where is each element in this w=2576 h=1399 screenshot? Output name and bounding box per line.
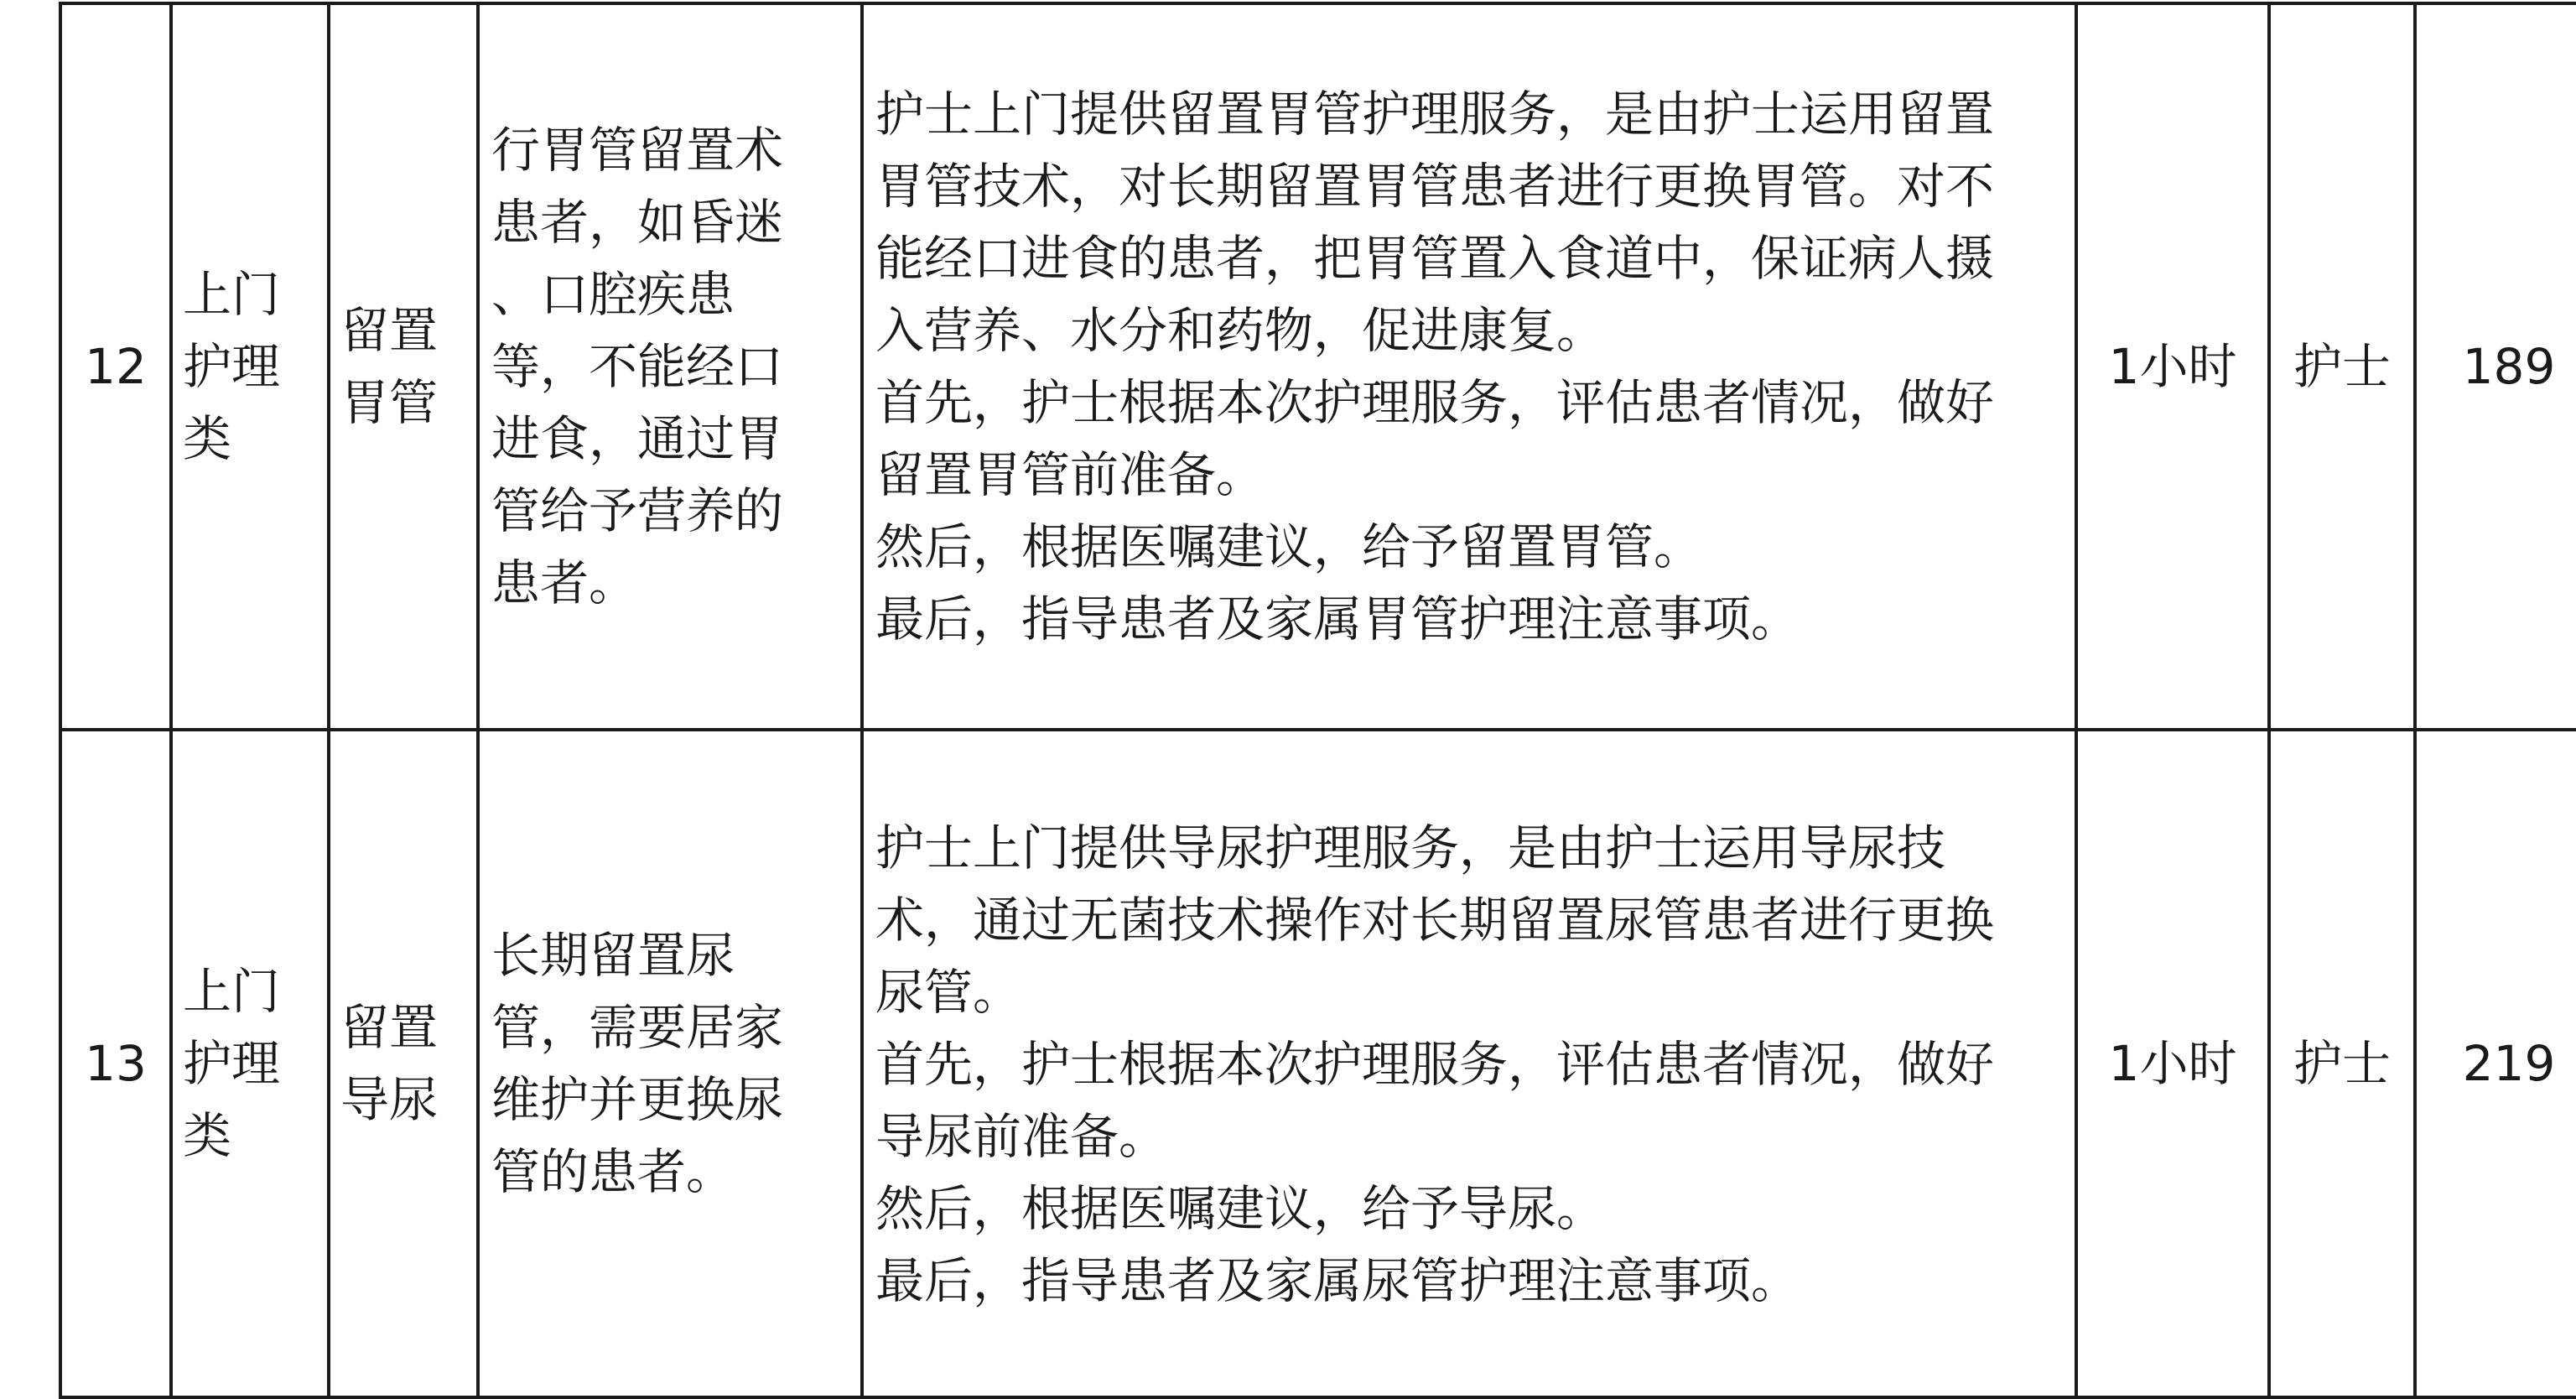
target-text: 行胃管留置术 (491, 122, 784, 179)
target-text: 管的患者。 (491, 1143, 735, 1200)
content-line: 然后，根据医嘱建议，给予留置胃管。 (875, 518, 1703, 575)
duration-cell (2076, 730, 2269, 1397)
target-text: 管给予营养的 (491, 482, 784, 539)
target-text: 进食，通过胃 (491, 410, 784, 467)
item-text: 留置 (340, 999, 439, 1056)
target-patient-cell (478, 3, 862, 730)
target-text: 管，需要居家 (491, 999, 784, 1056)
content-line: 能经口进食的患者，把胃管置入食道中，保证病人摄 (875, 230, 1995, 287)
content-line: 然后，根据医嘱建议，给予导尿。 (875, 1180, 1606, 1237)
price-text: 189 (2462, 338, 2556, 395)
content-line: 最后，指导患者及家属胃管护理注意事项。 (875, 590, 1800, 647)
item-cell (329, 730, 478, 1397)
content-line: 留置胃管前准备。 (875, 446, 1265, 503)
category-text: 上门 (183, 963, 281, 1020)
content-line: 术，通过无菌技术操作对长期留置尿管患者进行更换 (875, 892, 1995, 949)
table-row (60, 730, 2576, 1397)
service-content-cell (862, 730, 2076, 1397)
service-content-cell (862, 3, 2076, 730)
target-text: 患者。 (491, 554, 638, 611)
content-line: 导尿前准备。 (875, 1108, 1168, 1165)
category-text: 类 (183, 1107, 232, 1164)
category-text: 护理 (183, 1035, 281, 1092)
content-line: 首先，护士根据本次护理服务，评估患者情况，做好 (875, 374, 1995, 431)
price-cell (2415, 3, 2576, 730)
target-patient-cell (478, 730, 862, 1397)
content-line: 最后，指导患者及家属尿管护理注意事项。 (875, 1252, 1800, 1309)
category-cell (171, 730, 329, 1397)
content-line: 护士上门提供留置胃管护理服务，是由护士运用留置 (875, 86, 1995, 143)
duration-text: 1小时 (2108, 338, 2237, 395)
item-text: 胃管 (340, 374, 439, 431)
staff-text: 护士 (2293, 338, 2391, 395)
row-number: 13 (85, 1035, 147, 1092)
category-text: 护理 (183, 338, 281, 395)
table-row (60, 3, 2576, 730)
target-text: 患者，如昏迷 (491, 194, 784, 251)
item-text: 导尿 (340, 1071, 439, 1128)
content-line: 护士上门提供导尿护理服务，是由护士运用导尿技 (875, 819, 1946, 876)
target-text: 维护并更换尿 (491, 1071, 784, 1128)
staff-cell (2269, 3, 2415, 730)
row-number-cell (60, 3, 171, 730)
duration-text: 1小时 (2108, 1035, 2237, 1092)
price-cell (2415, 730, 2576, 1397)
target-text: 等，不能经口 (491, 338, 784, 395)
category-text: 类 (183, 410, 232, 467)
target-text: 长期留置尿 (491, 927, 735, 984)
staff-text: 护士 (2293, 1035, 2391, 1092)
content-line: 入营养、水分和药物，促进康复。 (875, 302, 1606, 359)
content-line: 尿管。 (875, 964, 1022, 1021)
item-cell (329, 3, 478, 730)
service-table (59, 2, 2576, 1399)
category-text: 上门 (183, 266, 281, 323)
content-line: 首先，护士根据本次护理服务，评估患者情况，做好 (875, 1036, 1995, 1093)
row-number-cell (60, 730, 171, 1397)
staff-cell (2269, 730, 2415, 1397)
price-text: 219 (2462, 1035, 2556, 1092)
target-text: 、口腔疾患 (491, 266, 735, 323)
row-number: 12 (85, 338, 147, 395)
content-line: 胃管技术，对长期留置胃管患者进行更换胃管。对不 (875, 158, 1995, 215)
item-text: 留置 (340, 302, 439, 359)
duration-cell (2076, 3, 2269, 730)
category-cell (171, 3, 329, 730)
